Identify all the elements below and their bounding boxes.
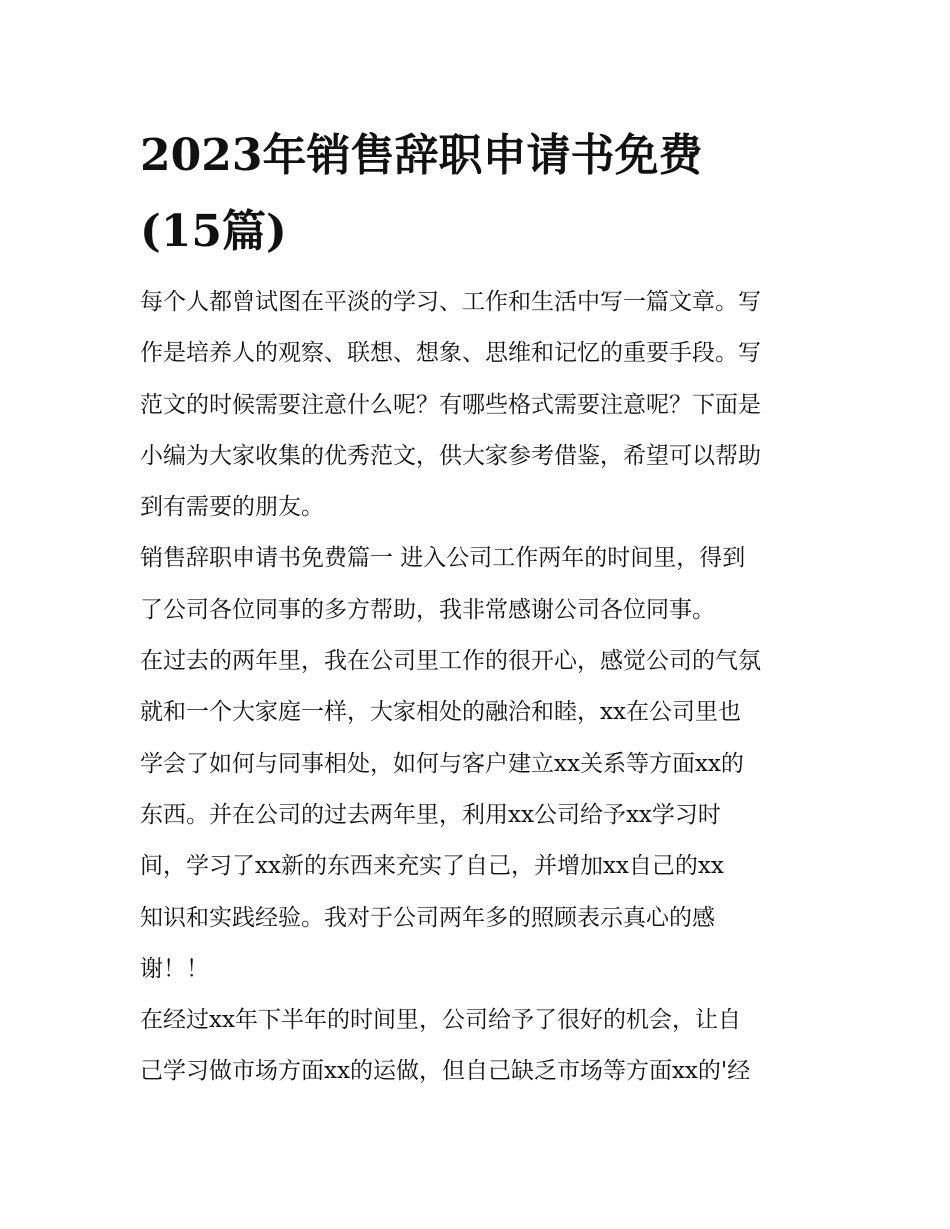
document-title [140,118,820,270]
body-line: 就和一个大家庭一样，大家相处的融洽和睦，xx在公司里也 [140,699,741,726]
body-line: 在过去的两年里，我在公司里工作的很开心，感觉公司的气氛 [140,648,761,675]
body-line: 己学习做市场方面xx的运做，但自己缺乏市场等方面xx的'经 [140,1058,751,1085]
body-line: 谢！！ [140,955,209,982]
body-line: 知识和实践经验。我对于公司两年多的照顾表示真心的感 [140,904,715,931]
body-line: 学会了如何与同事相处，如何与客户建立xx关系等方面xx的 [140,750,744,777]
body-line: 在经过xx年下半年的时间里，公司给予了很好的机会，让自 [140,1007,741,1034]
title-line-1: 2023年销售辞职申请书免费 [140,130,703,181]
body-line: 作是培养人的观察、联想、想象、思维和记忆的重要手段。写 [140,340,761,367]
title-line-2: (15篇) [140,206,287,257]
body-line: 东西。并在公司的过去两年里，利用xx公司给予xx学习时 [140,801,721,828]
body-line: 了公司各位同事的多方帮助，我非常感谢公司各位同事。 [140,596,715,623]
body-line: 小编为大家收集的优秀范文，供大家参考借鉴，希望可以帮助 [140,442,761,469]
body-line: 到有需要的朋友。 [140,494,324,521]
body-line: 范文的时候需要注意什么呢？有哪些格式需要注意呢？下面是 [140,391,761,418]
document-body [140,277,820,1098]
body-line: 销售辞职申请书免费篇一 进入公司工作两年的时间里，得到 [140,545,746,572]
body-line: 每个人都曾试图在平淡的学习、工作和生活中写一篇文章。写 [140,289,761,315]
body-line: 间，学习了xx新的东西来充实了自己，并增加xx自己的xx [140,853,724,880]
